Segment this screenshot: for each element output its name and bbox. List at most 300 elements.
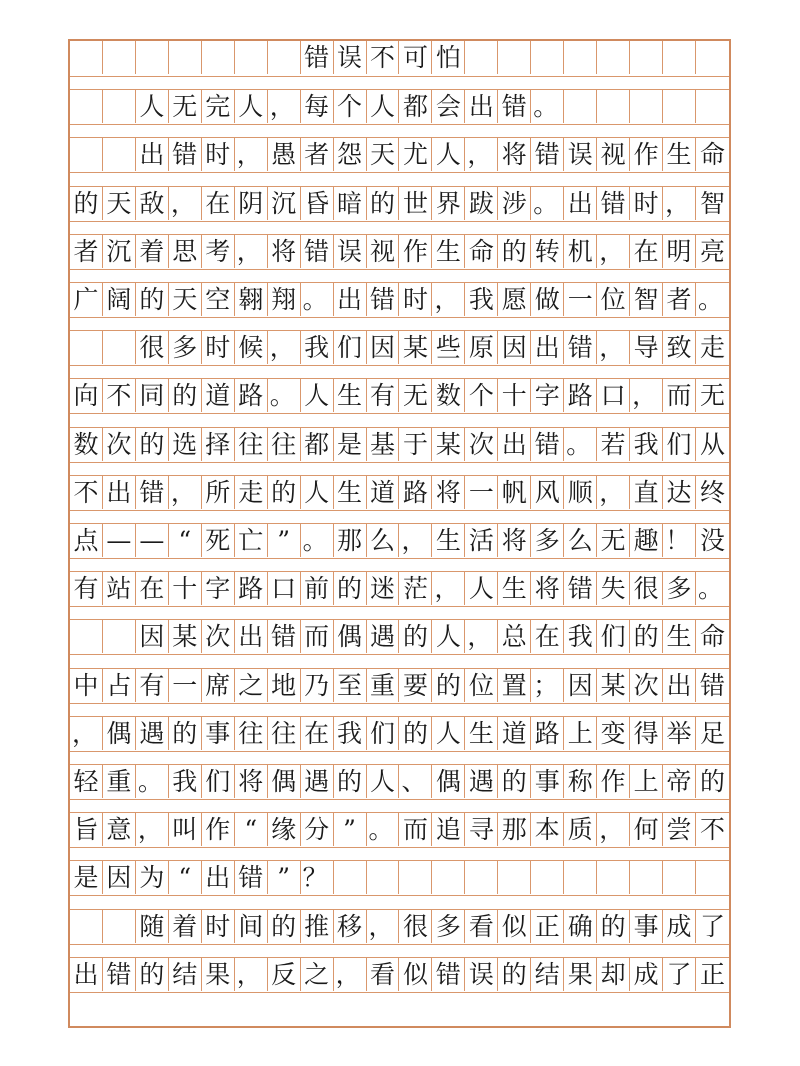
grid-char: 时 <box>400 283 433 316</box>
grid-char: “ <box>235 813 268 846</box>
grid-char: 偶 <box>103 717 136 750</box>
grid-char: 重 <box>367 669 400 702</box>
grid-char: 上 <box>630 765 663 798</box>
grid-char: 错 <box>531 138 564 171</box>
grid-char: 的 <box>432 669 465 702</box>
grid-char: ， <box>136 813 169 846</box>
grid-char: 无 <box>400 379 433 412</box>
grid-char: 字 <box>531 379 564 412</box>
grid-char: 原 <box>465 331 498 364</box>
grid-cell <box>696 41 729 74</box>
grid-char: 错 <box>136 476 169 509</box>
grid-char: 的 <box>498 765 531 798</box>
grid-char: 机 <box>564 235 597 268</box>
grid-char: 时 <box>202 138 235 171</box>
grid-char: 的 <box>70 187 103 220</box>
grid-char: 我 <box>630 428 663 461</box>
grid-char: 天 <box>169 283 202 316</box>
grid-char: — <box>136 524 169 557</box>
grid-char: ， <box>235 138 268 171</box>
grid-cell <box>696 90 729 123</box>
grid-char: 之 <box>235 669 268 702</box>
grid-cell <box>70 90 103 123</box>
grid-char: ， <box>663 187 696 220</box>
grid-char: 因 <box>103 861 136 894</box>
grid-char: 出 <box>663 669 696 702</box>
grid-char: 移 <box>334 910 367 943</box>
grid-char: 出 <box>334 283 367 316</box>
grid-char: 暗 <box>334 187 367 220</box>
grid-char: 的 <box>400 717 433 750</box>
grid-char: 们 <box>334 331 367 364</box>
grid-char: 导 <box>630 331 663 364</box>
grid-char: 乃 <box>301 669 334 702</box>
grid-char: 道 <box>498 717 531 750</box>
grid-char: 数 <box>432 379 465 412</box>
grid-char: 命 <box>700 140 726 170</box>
grid-char: 席 <box>202 669 235 702</box>
grid-cell <box>465 861 498 894</box>
grid-char: 都 <box>400 90 433 123</box>
grid-char: 误 <box>465 958 498 991</box>
grid-char: 向 <box>70 379 103 412</box>
grid-cell <box>630 90 663 123</box>
essay-row <box>70 957 729 993</box>
grid-char: 次 <box>103 428 136 461</box>
grid-char: 次 <box>202 620 235 653</box>
grid-char: 趣 <box>630 524 663 557</box>
grid-char: 次 <box>630 669 663 702</box>
grid-char: 生 <box>334 476 367 509</box>
grid-char: 站 <box>103 572 136 605</box>
grid-cell <box>103 910 136 943</box>
grid-char: 。 <box>367 813 400 846</box>
grid-char: 每 <box>301 90 334 123</box>
grid-char: 的 <box>334 765 367 798</box>
grid-char: 不 <box>700 815 726 845</box>
grid-char: 前 <box>301 572 334 605</box>
grid-char: 错 <box>301 235 334 268</box>
grid-char: 茫 <box>400 572 433 605</box>
grid-char: 的 <box>700 767 726 796</box>
grid-char: 人 <box>301 476 334 509</box>
grid-char: 位 <box>465 669 498 702</box>
grid-char: 叫 <box>169 813 202 846</box>
grid-char: 于 <box>400 428 433 461</box>
grid-char: 顺 <box>564 476 597 509</box>
grid-char: 我 <box>301 331 334 364</box>
grid-char: 要 <box>400 669 433 702</box>
grid-char: 智 <box>630 283 663 316</box>
essay-row <box>70 378 729 414</box>
grid-cell <box>136 41 169 74</box>
grid-char: 何 <box>630 813 663 846</box>
grid-char: 口 <box>597 379 630 412</box>
grid-char: 的 <box>597 910 630 943</box>
grid-char: 我 <box>334 717 367 750</box>
grid-char: 本 <box>531 813 564 846</box>
grid-cell <box>663 90 696 123</box>
grid-char: 为 <box>136 861 169 894</box>
grid-char: 似 <box>498 910 531 943</box>
grid-char: 称 <box>564 765 597 798</box>
grid-char: 的 <box>498 958 531 991</box>
grid-char: 出 <box>103 476 136 509</box>
grid-cell <box>103 90 136 123</box>
grid-char: 在 <box>630 235 663 268</box>
grid-char: 转 <box>531 235 564 268</box>
grid-char: 因 <box>498 331 531 364</box>
grid-char: 结 <box>169 958 202 991</box>
grid-char: ” <box>268 524 301 557</box>
grid-char: 们 <box>663 428 696 461</box>
grid-char: 果 <box>202 958 235 991</box>
grid-char: ， <box>334 958 367 991</box>
grid-char: ， <box>597 813 630 846</box>
grid-char: 道 <box>202 379 235 412</box>
grid-char: 因 <box>564 669 597 702</box>
grid-char: 敌 <box>136 187 169 220</box>
grid-char: 人 <box>367 90 400 123</box>
grid-char: 的 <box>268 910 301 943</box>
grid-char: 反 <box>268 958 301 991</box>
grid-char: 所 <box>202 476 235 509</box>
grid-char: 看 <box>367 958 400 991</box>
grid-char: 的 <box>268 476 301 509</box>
grid-char: ， <box>597 235 630 268</box>
grid-cell <box>597 861 630 894</box>
grid-char: 走 <box>700 333 726 363</box>
grid-char: 翱 <box>235 283 268 316</box>
grid-char: 某 <box>432 428 465 461</box>
grid-char: 没 <box>700 526 726 555</box>
grid-char: 错 <box>564 572 597 605</box>
grid-char: 我 <box>564 620 597 653</box>
grid-char: 路 <box>235 572 268 605</box>
grid-char: “ <box>169 861 202 894</box>
grid-char: 十 <box>498 379 531 412</box>
grid-char: 地 <box>268 669 301 702</box>
grid-char: 在 <box>531 620 564 653</box>
grid-char: 出 <box>235 620 268 653</box>
grid-char: 错 <box>367 283 400 316</box>
title-char: 误 <box>334 41 367 74</box>
grid-char: 了 <box>663 958 696 991</box>
grid-char: 个 <box>334 90 367 123</box>
grid-char: 数 <box>70 428 103 461</box>
grid-cell <box>498 41 531 74</box>
grid-char: 无 <box>597 524 630 557</box>
grid-char: 的 <box>334 572 367 605</box>
grid-cell <box>103 331 136 364</box>
grid-char: ， <box>235 958 268 991</box>
grid-char: 口 <box>268 572 301 605</box>
grid-char: 帆 <box>498 476 531 509</box>
grid-char: ， <box>465 138 498 171</box>
grid-cell <box>103 41 136 74</box>
grid-char: 的 <box>136 958 169 991</box>
grid-char: 次 <box>465 428 498 461</box>
grid-char: 而 <box>663 379 696 412</box>
grid-char: 多 <box>663 572 696 605</box>
grid-cell <box>663 41 696 74</box>
grid-char: 阴 <box>235 187 268 220</box>
grid-char: 昏 <box>301 187 334 220</box>
grid-cell <box>630 41 663 74</box>
grid-char: ” <box>334 813 367 846</box>
grid-char: 缘 <box>268 813 301 846</box>
grid-char: 有 <box>70 572 103 605</box>
grid-char: 旨 <box>70 813 103 846</box>
grid-char: 都 <box>301 428 334 461</box>
grid-char: 无 <box>169 90 202 123</box>
grid-char: 有 <box>136 669 169 702</box>
grid-char: 错 <box>531 428 564 461</box>
grid-char: 界 <box>432 187 465 220</box>
grid-char: 考 <box>202 235 235 268</box>
grid-char: 。 <box>301 524 334 557</box>
grid-cell <box>531 41 564 74</box>
grid-char: 。 <box>531 90 564 123</box>
grid-char: 往 <box>268 428 301 461</box>
grid-char: 、 <box>400 765 433 798</box>
essay-row <box>70 234 729 270</box>
grid-char: 将 <box>531 572 564 605</box>
grid-char: 事 <box>202 717 235 750</box>
grid-char: 随 <box>136 910 169 943</box>
grid-cell <box>465 41 498 74</box>
grid-char: ， <box>70 717 103 750</box>
grid-char: 在 <box>301 717 334 750</box>
essay-row <box>70 137 729 173</box>
grid-char: 选 <box>169 428 202 461</box>
grid-char: 多 <box>169 331 202 364</box>
grid-char: 终 <box>700 477 726 507</box>
grid-cell <box>202 41 235 74</box>
grid-char: 人 <box>432 717 465 750</box>
grid-char: 偶 <box>268 765 301 798</box>
grid-cell <box>70 910 103 943</box>
essay-row <box>70 764 729 800</box>
grid-char: 遇 <box>367 620 400 653</box>
essay-row <box>70 282 729 318</box>
grid-char: ， <box>235 235 268 268</box>
grid-char: 重 <box>103 765 136 798</box>
essay-row <box>70 523 729 559</box>
grid-char: ， <box>367 910 400 943</box>
grid-char: 者 <box>70 235 103 268</box>
grid-char: 多 <box>432 910 465 943</box>
grid-char: 。 <box>698 574 724 604</box>
grid-char: 完 <box>202 90 235 123</box>
grid-char: 而 <box>400 813 433 846</box>
grid-char: 点 <box>70 524 103 557</box>
grid-char: 了 <box>700 911 726 941</box>
grid-char: 命 <box>465 235 498 268</box>
grid-char: 一 <box>465 476 498 509</box>
title-char: 可 <box>400 41 433 74</box>
grid-char: 遇 <box>136 717 169 750</box>
grid-char: 出 <box>531 331 564 364</box>
grid-char: 智 <box>700 188 726 218</box>
grid-char: 人 <box>367 765 400 798</box>
grid-char: 成 <box>630 958 663 991</box>
grid-cell <box>334 861 367 894</box>
grid-char: 若 <box>597 428 630 461</box>
grid-char: ， <box>597 476 630 509</box>
grid-char: 亮 <box>700 236 726 266</box>
grid-char: 思 <box>169 235 202 268</box>
grid-char: 的 <box>169 717 202 750</box>
grid-char: 同 <box>136 379 169 412</box>
grid-char: 些 <box>432 331 465 364</box>
grid-char: 广 <box>70 283 103 316</box>
essay-row <box>70 909 729 945</box>
grid-char: 错 <box>432 958 465 991</box>
grid-char: 将 <box>432 476 465 509</box>
composition-paper <box>68 39 731 1028</box>
grid-char: 生 <box>334 379 367 412</box>
grid-char: 愿 <box>498 283 531 316</box>
grid-char: 命 <box>700 622 726 652</box>
grid-char: 活 <box>465 524 498 557</box>
grid-char: 。 <box>564 428 597 461</box>
grid-char: 那 <box>334 524 367 557</box>
grid-char: ， <box>169 476 202 509</box>
grid-char: 不 <box>70 476 103 509</box>
essay-row <box>70 860 729 896</box>
grid-char: 直 <box>630 476 663 509</box>
grid-char: 遇 <box>465 765 498 798</box>
grid-char: 将 <box>498 138 531 171</box>
grid-char: 路 <box>564 379 597 412</box>
grid-cell <box>630 861 663 894</box>
grid-char: 沉 <box>268 187 301 220</box>
grid-char: 正 <box>531 910 564 943</box>
grid-char: 风 <box>531 476 564 509</box>
title-char: 不 <box>367 41 400 74</box>
grid-char: “ <box>169 524 202 557</box>
grid-char: 质 <box>564 813 597 846</box>
grid-cell <box>103 138 136 171</box>
grid-char: 帝 <box>663 765 696 798</box>
grid-char: 生 <box>432 524 465 557</box>
grid-char: 的 <box>498 235 531 268</box>
grid-char: 出 <box>465 90 498 123</box>
grid-cell <box>103 620 136 653</box>
grid-char: 得 <box>630 717 663 750</box>
grid-char: 。 <box>698 285 724 314</box>
grid-char: 之 <box>301 958 334 991</box>
grid-char: 怨 <box>334 138 367 171</box>
grid-char: 偶 <box>334 620 367 653</box>
grid-char: 人 <box>432 138 465 171</box>
essay-row <box>70 571 729 607</box>
grid-cell <box>70 41 103 74</box>
grid-char: ， <box>268 90 301 123</box>
grid-char: 意 <box>103 813 136 846</box>
grid-char: 某 <box>169 620 202 653</box>
grid-char: ， <box>465 620 498 653</box>
grid-char: 一 <box>169 669 202 702</box>
grid-cell <box>70 138 103 171</box>
grid-char: 出 <box>136 138 169 171</box>
essay-row <box>70 619 729 655</box>
grid-char: ， <box>268 331 301 364</box>
grid-char: 错 <box>597 187 630 220</box>
grid-char: 是 <box>334 428 367 461</box>
grid-char: 错 <box>700 670 726 700</box>
essay-row <box>70 186 729 222</box>
grid-char: ； <box>531 669 564 702</box>
grid-char: 的 <box>630 620 663 653</box>
essay-row <box>70 427 729 463</box>
grid-char: 们 <box>367 717 400 750</box>
grid-char: 上 <box>564 717 597 750</box>
grid-char: 人 <box>301 379 334 412</box>
grid-char: 作 <box>630 138 663 171</box>
grid-char: 生 <box>663 620 696 653</box>
grid-char: 人 <box>432 620 465 653</box>
grid-char: 正 <box>700 959 726 989</box>
grid-char: 很 <box>400 910 433 943</box>
grid-char: 翔 <box>268 283 301 316</box>
grid-char: 事 <box>630 910 663 943</box>
grid-char: 至 <box>334 669 367 702</box>
grid-char: 置 <box>498 669 531 702</box>
grid-char: 。 <box>268 379 301 412</box>
grid-char: 出 <box>498 428 531 461</box>
grid-char: 会 <box>432 90 465 123</box>
essay-row <box>70 716 729 752</box>
grid-cell <box>70 331 103 364</box>
grid-char: 世 <box>400 187 433 220</box>
grid-char: 一 <box>564 283 597 316</box>
grid-char: 将 <box>498 524 531 557</box>
grid-char: 天 <box>103 187 136 220</box>
grid-char: 路 <box>400 476 433 509</box>
grid-char: 某 <box>400 331 433 364</box>
grid-char: 将 <box>235 765 268 798</box>
grid-char: 看 <box>465 910 498 943</box>
grid-char: 人 <box>465 572 498 605</box>
grid-char: 因 <box>367 331 400 364</box>
grid-char: 错 <box>268 620 301 653</box>
grid-char: 尝 <box>663 813 696 846</box>
grid-cell <box>663 861 696 894</box>
grid-char: 么 <box>564 524 597 557</box>
grid-char: 生 <box>663 138 696 171</box>
grid-cell <box>597 90 630 123</box>
grid-char: 事 <box>531 765 564 798</box>
grid-cell <box>498 861 531 894</box>
grid-char: 时 <box>630 187 663 220</box>
title-row <box>70 41 729 77</box>
grid-cell <box>531 861 564 894</box>
grid-char: 作 <box>400 235 433 268</box>
essay-row <box>70 89 729 125</box>
grid-char: 迷 <box>367 572 400 605</box>
grid-char: 因 <box>136 620 169 653</box>
grid-char: 的 <box>400 620 433 653</box>
grid-char: 字 <box>202 572 235 605</box>
essay-row <box>70 812 729 848</box>
grid-char: 候 <box>235 331 268 364</box>
title-char: 错 <box>301 41 334 74</box>
grid-char: 错 <box>564 331 597 364</box>
grid-char: 错 <box>235 861 268 894</box>
grid-char: 往 <box>235 428 268 461</box>
